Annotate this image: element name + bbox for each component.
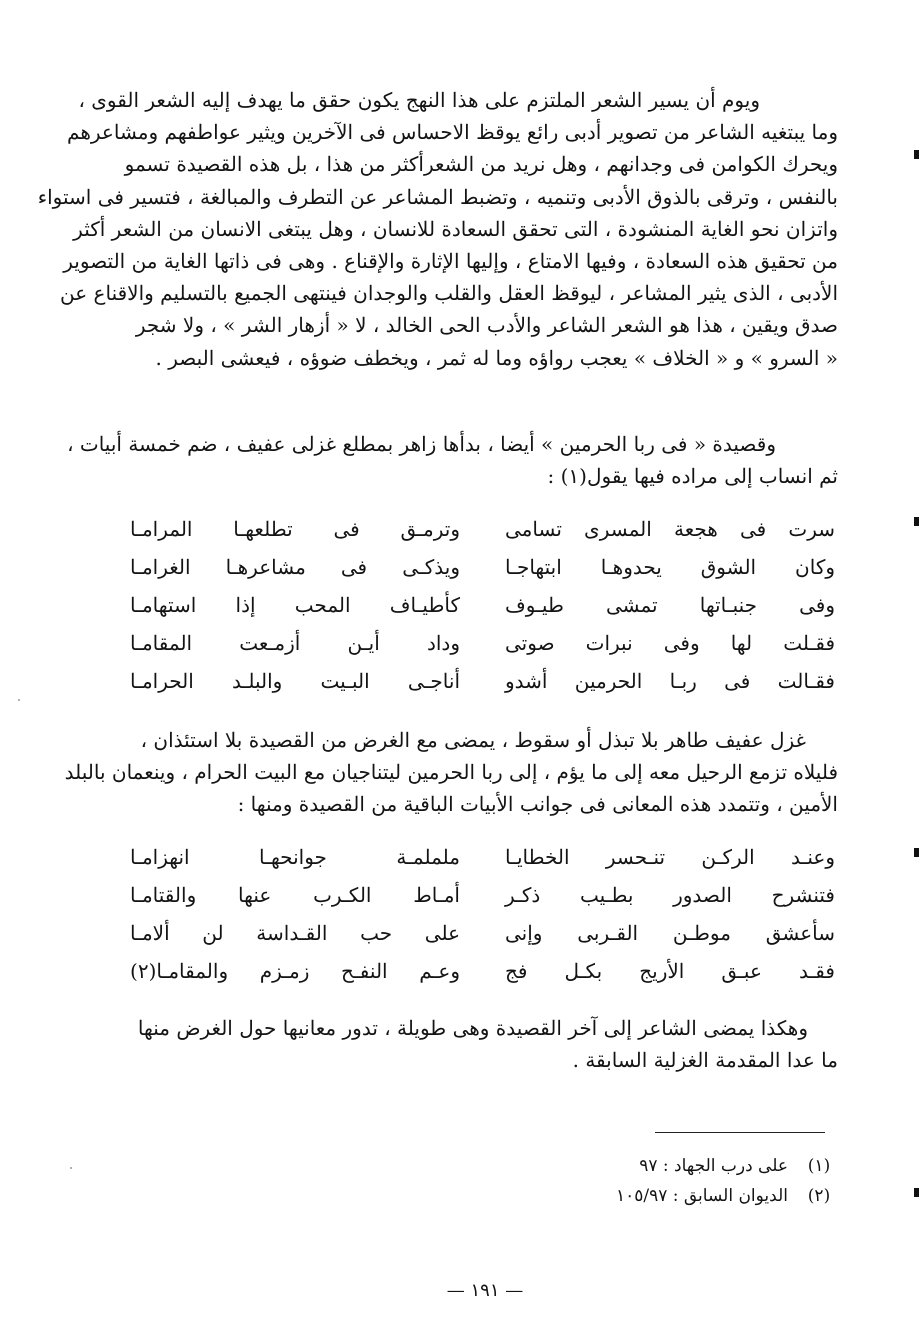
second-hemistich: ويذكـى فى مشاعرهـا الغرامـا [130, 555, 460, 579]
verse [130, 838, 835, 876]
verse [130, 662, 835, 700]
footnote-number: (١) [807, 1156, 831, 1176]
margin-mark [914, 1188, 919, 1197]
page-number: — ١٩١ — [446, 1280, 524, 1301]
text-line: وهكذا يمضى الشاعر إلى آخر القصيدة وهى طويلة ، تدور معانيها حول الغرض منها [137, 1016, 808, 1040]
text-line: الأدبى ، الذى يثير المشاعر ، ليوقظ العقل والقلب والوجدان فينتهى الجميع بالتسليم والاقناع عن [60, 281, 838, 306]
second-hemistich: ململمـة جوانحهـا انهزامـا [130, 845, 460, 869]
second-hemistich: أناجـى البـيت والبلـد الحرامـا [130, 669, 460, 693]
text-line: ما عدا المقدمة الغزلية السابقة . [572, 1048, 838, 1073]
footnote-text: الديوان السابق : ١٠٥/٩٧ [615, 1186, 788, 1206]
second-hemistich: على حب القـداسة لن ألامـا [130, 921, 460, 945]
second-hemistich: وترمـق فى تطلعهـا المرامـا [130, 517, 460, 541]
second-hemistich: وعـم النفـح زمـزم والمقامـا(٢) [130, 959, 460, 983]
verse [130, 510, 835, 548]
footnote-2 [536, 1186, 836, 1206]
paragraph-3 [64, 724, 838, 821]
verse [130, 548, 835, 586]
text-line: من تحقيق هذه السعادة ، وفيها الامتاع ، وإليها الإثارة والإقناع . وهى فى ذاتها الغاية من التصوير [63, 249, 838, 274]
verse [130, 914, 835, 952]
first-hemistich: سرت فى هجعة المسرى تسامى [505, 517, 835, 541]
text-line: غزل عفيف طاهر بلا تبذل أو سقوط ، يمضى مع الغرض من القصيدة بلا استئذان ، [140, 728, 806, 752]
verse [130, 876, 835, 914]
text-line: « السرو » و « الخلاف » يعجب رواؤه وما له ثمر ، ويخطف ضوؤه ، فيعشى البصر . [155, 345, 838, 370]
scan-speck [18, 699, 20, 701]
footnote-1 [536, 1156, 836, 1176]
margin-mark [914, 848, 919, 857]
text-line: فليلاه تزمع الرحيل معه إلى ما يؤم ، إلى ربا الحرمين ليتناجيان مع البيت الحرام ، وينعمان بالبلد [64, 760, 838, 785]
second-hemistich: كأطيـاف المحب إذا استهامـا [130, 593, 460, 617]
poem-excerpt-2 [130, 838, 835, 990]
first-hemistich: سأعشق موطـن القـربى وإنى [505, 921, 835, 945]
first-hemistich: وكان الشوق يحدوهـا ابتهاجـا [505, 555, 835, 579]
paragraph-2 [67, 428, 838, 492]
margin-mark [914, 150, 919, 159]
text-line: ويحرك الكوامن فى وجدانهم ، وهل نريد من الشعرأكثر من هذا ، بل هذه القصيدة تسمو [124, 152, 838, 177]
poem-excerpt-1 [130, 510, 835, 700]
text-line: ويوم أن يسير الشعر الملتزم على هذا النهج يكون حقق ما يهدف إليه الشعر القوى ، [78, 88, 760, 112]
first-hemistich: فتنشرح الصدور بطـيب ذكـر [505, 883, 835, 907]
paragraph-1 [37, 84, 838, 374]
text-line: بالنفس ، وترقى بالذوق الأدبى وتنميه ، وتضبط المشاعر عن التطرف والمبالغة ، فتسير فى استواء [37, 184, 838, 209]
text-line: ثم انساب إلى مراده فيها يقول(١) : [547, 464, 838, 489]
footnote-text: على درب الجهاد : ٩٧ [639, 1156, 788, 1176]
verse [130, 952, 835, 990]
text-line: وقصيدة « فى ربا الحرمين » أيضا ، بدأها زاهر بمطلع غزلى عفيف ، ضم خمسة أبيات ، [67, 432, 776, 456]
text-line: وما يبتغيه الشاعر من تصوير أدبى رائع يوقظ الاحساس فى الآخرين ويثير عواطفهم ومشاعرهم [67, 120, 838, 145]
scan-speck [70, 1167, 72, 1169]
second-hemistich: وداد أيـن أزمـعت المقامـا [130, 631, 460, 655]
second-hemistich: أمـاط الكـرب عنها والقتامـا [130, 883, 460, 907]
footnote-number: (٢) [807, 1186, 831, 1206]
first-hemistich: فقـد عبـق الأريج بكـل فج [505, 959, 835, 983]
first-hemistich: وفى جنبـاتها تمشى طيـوف [505, 593, 835, 617]
first-hemistich: فقـالت فى ربـا الحرمين أشدو [505, 669, 835, 693]
margin-mark [914, 517, 919, 526]
text-line: واتزان نحو الغاية المنشودة ، التى تحقق السعادة للانسان ، وهل يبتغى الانسان من الشعر أكثر [73, 216, 838, 241]
paragraph-4 [135, 1012, 838, 1076]
text-line: صدق ويقين ، هذا هو الشعر الشاعر والأدب الحى الخالد ، لا « أزهار الشر » ، ولا شجر [135, 313, 838, 338]
text-line: الأمين ، وتتمدد هذه المعانى فى جوانب الأبيات الباقية من القصيدة ومنها : [237, 792, 838, 817]
verse [130, 586, 835, 624]
first-hemistich: فقـلت لها وفى نبرات صوتى [505, 631, 835, 655]
first-hemistich: وعنـد الركـن تنـحسر الخطايـا [505, 845, 835, 869]
footnote-separator [655, 1132, 825, 1133]
verse [130, 624, 835, 662]
